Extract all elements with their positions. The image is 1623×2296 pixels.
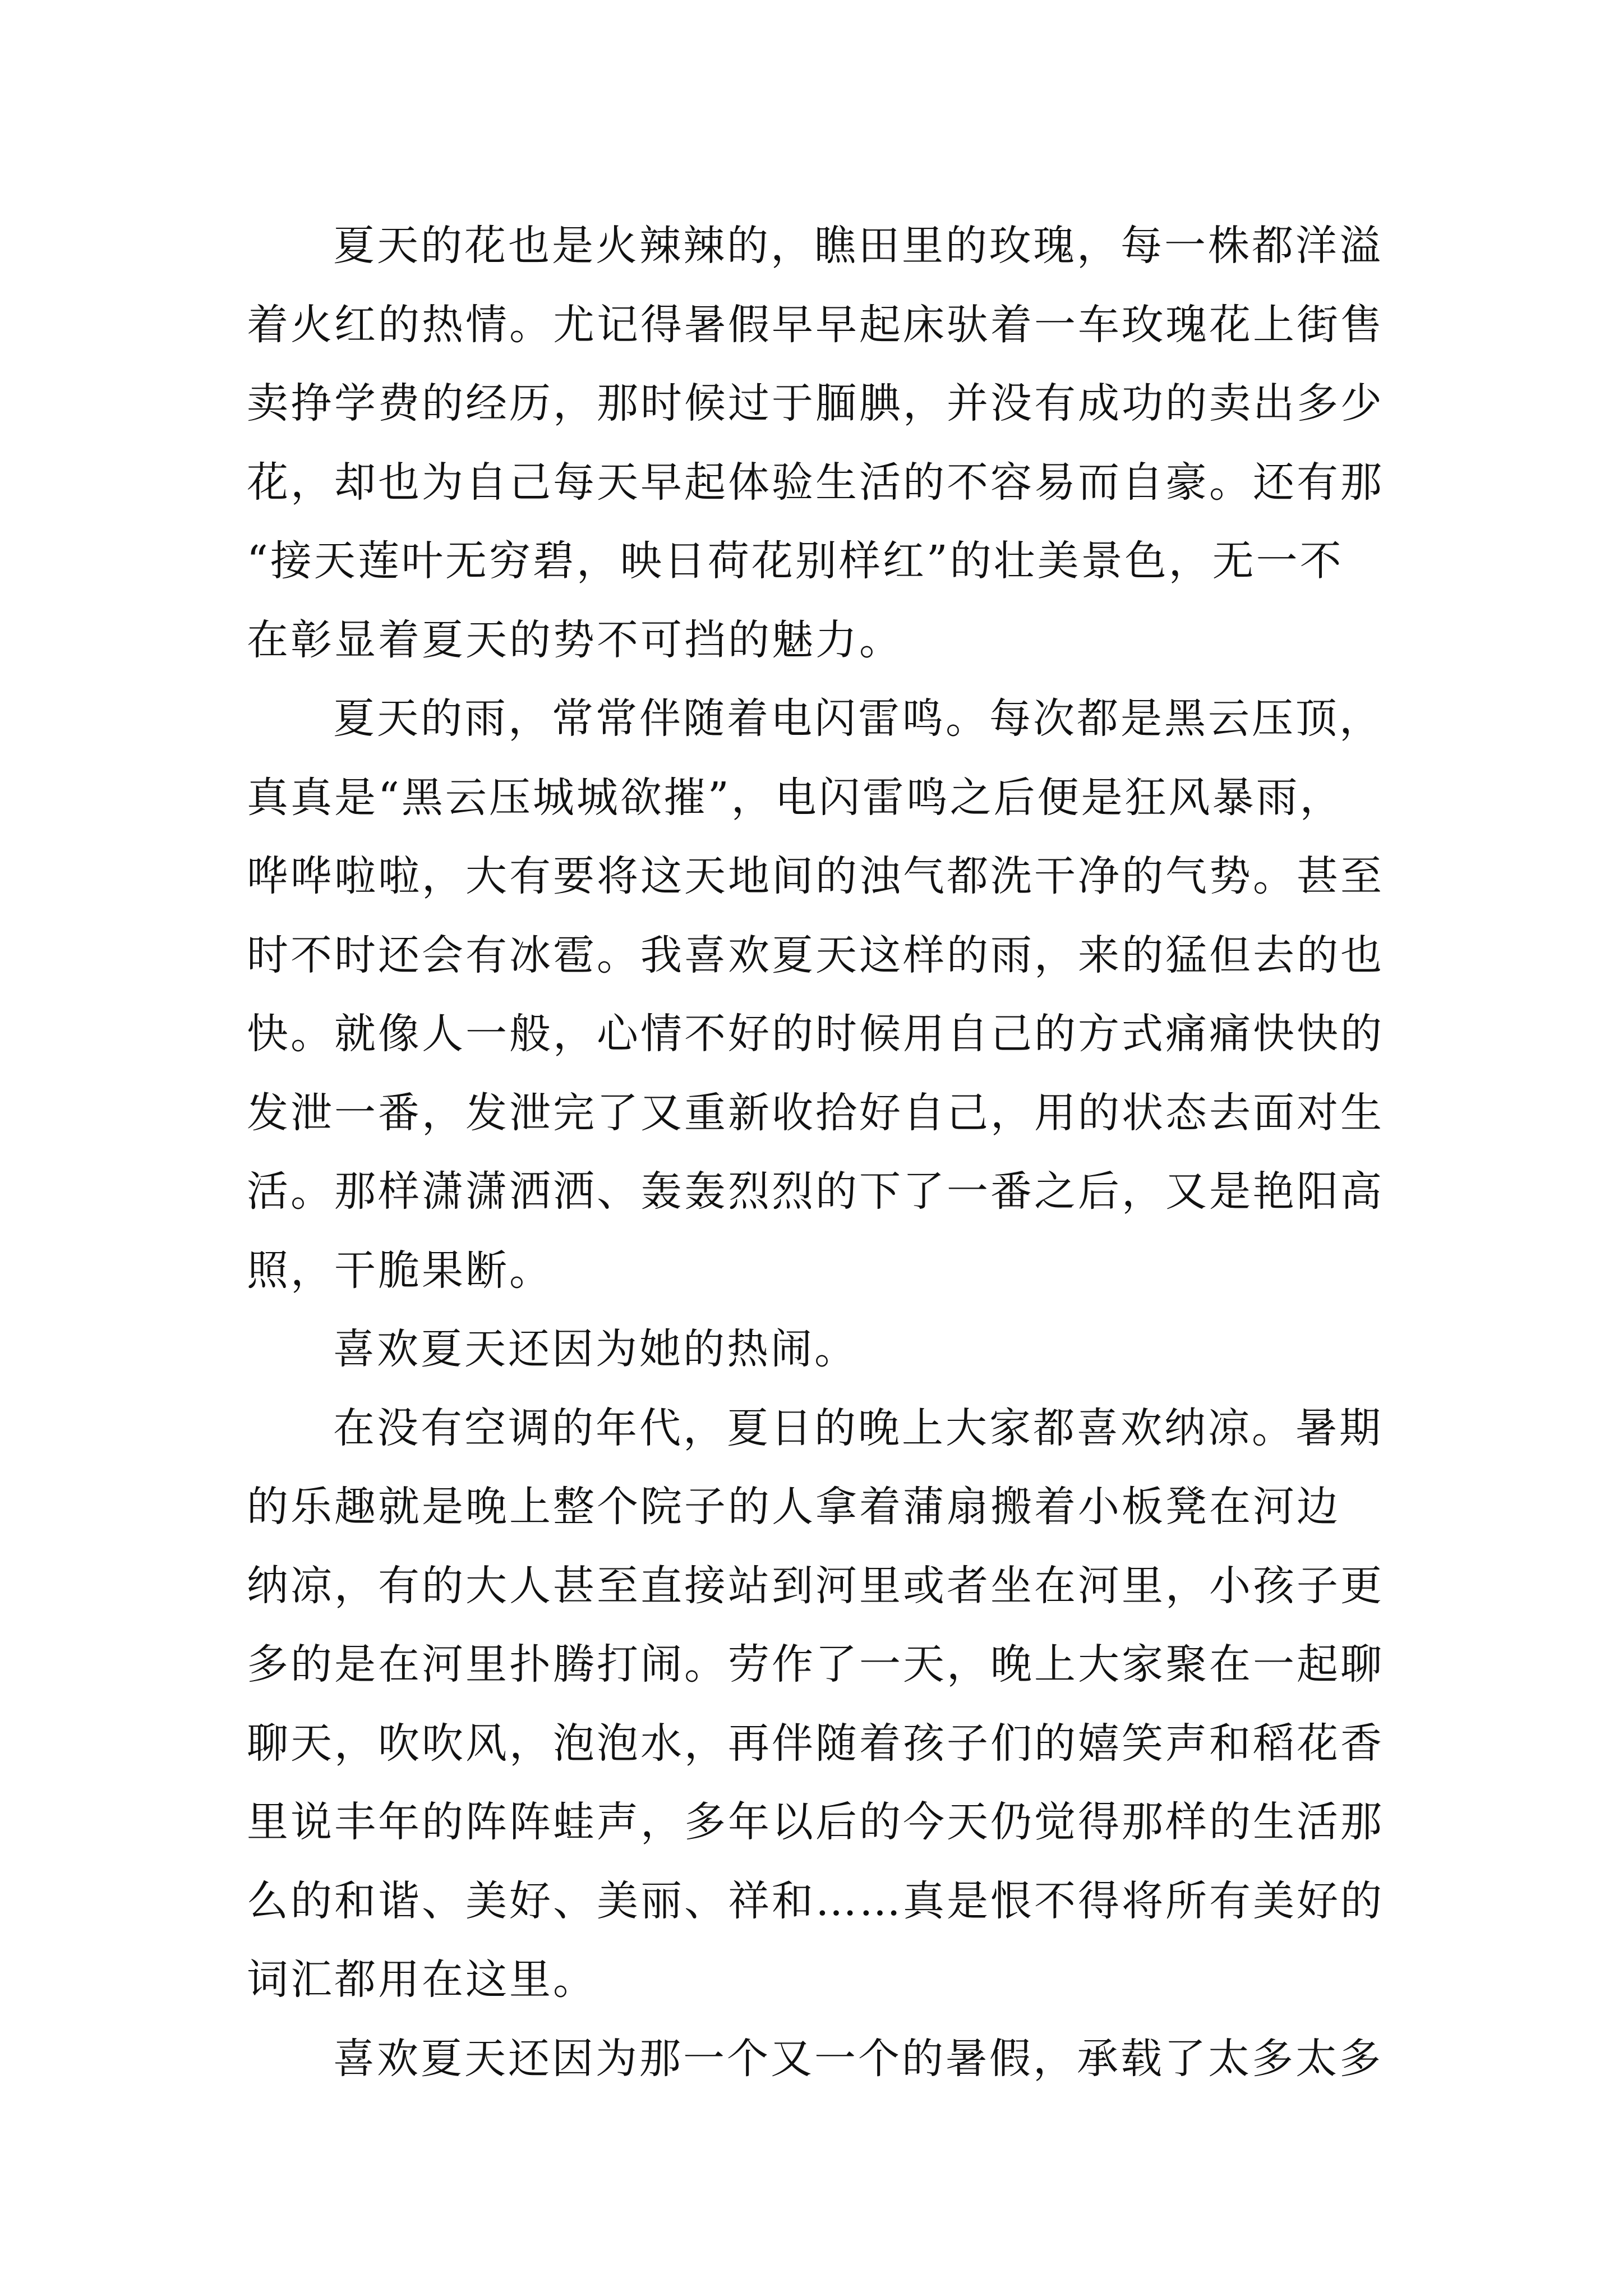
paragraph-first-line: 喜欢夏天还因为那一个又一个的暑假，承载了太多太多	[333, 2034, 1383, 2083]
body-text	[247, 206, 1386, 2098]
text-line: 在彰显着夏天的势不可挡的魅力。	[247, 615, 903, 664]
text-line: 纳凉，有的大人甚至直接站到河里或者坐在河里，小孩子更	[247, 1561, 1384, 1610]
text-line: 么的和谐、美好、美丽、祥和……真是恨不得将所有美好的	[247, 1876, 1384, 1925]
text-line: 聊天，吹吹风，泡泡水，再伴随着孩子们的嬉笑声和稻花香	[247, 1719, 1384, 1768]
text-line: 花，却也为自己每天早起体验生活的不容易而自豪。还有那	[247, 458, 1384, 507]
paragraph-first-line: 喜欢夏天还因为她的热闹。	[333, 1325, 858, 1373]
text-line: 照，干脆果断。	[247, 1246, 553, 1295]
text-line: 着火红的热情。尤记得暑假早早起床驮着一车玫瑰花上街售	[247, 300, 1384, 349]
paragraph-first-line: 在没有空调的年代，夏日的晚上大家都喜欢纳凉。暑期	[333, 1404, 1383, 1452]
paragraph-first-line: 夏天的花也是火辣辣的，瞧田里的玫瑰，每一株都洋溢	[333, 222, 1383, 270]
text-line: 词汇都用在这里。	[247, 1955, 597, 2004]
text-line: 快。就像人一般，心情不好的时候用自己的方式痛痛快快的	[247, 1010, 1384, 1058]
text-line: “接天莲叶无穷碧，映日荷花别样红”的壮美景色，无一不	[247, 537, 1344, 585]
text-line: 里说丰年的阵阵蛙声，多年以后的今天仍觉得那样的生活那	[247, 1798, 1384, 1846]
text-line: 多的是在河里扑腾打闹。劳作了一天，晚上大家聚在一起聊	[247, 1640, 1384, 1688]
text-line: 真真是“黑云压城城欲摧”，电闪雷鸣之后便是狂风暴雨，	[247, 773, 1344, 822]
text-line: 时不时还会有冰雹。我喜欢夏天这样的雨，来的猛但去的也	[247, 931, 1384, 979]
text-line: 发泄一番，发泄完了又重新收拾好自己，用的状态去面对生	[247, 1088, 1384, 1137]
text-line: 活。那样潇潇洒洒、轰轰烈烈的下了一番之后，又是艳阳高	[247, 1167, 1384, 1216]
text-line: 哗哗啦啦，大有要将这天地间的浊气都洗干净的气势。甚至	[247, 852, 1384, 900]
paragraph-first-line: 夏天的雨，常常伴随着电闪雷鸣。每次都是黑云压顶，	[333, 694, 1383, 743]
text-line: 卖挣学费的经历，那时候过于腼腆，并没有成功的卖出多少	[247, 379, 1384, 427]
text-line: 的乐趣就是晚上整个院子的人拿着蒲扇搬着小板凳在河边	[247, 1483, 1340, 1531]
